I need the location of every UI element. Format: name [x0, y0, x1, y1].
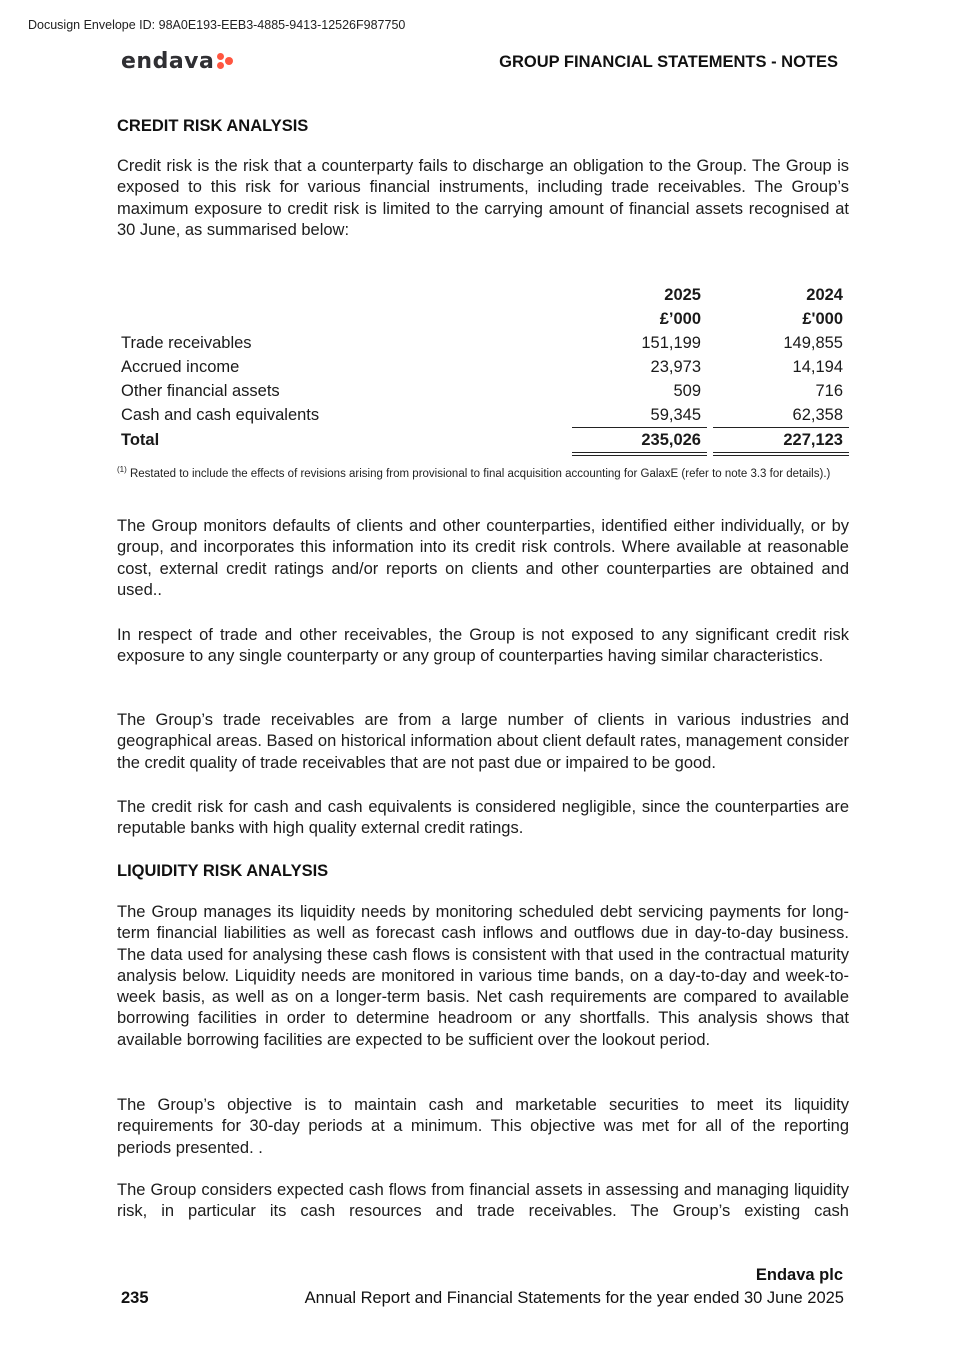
value-2025: 151,199 [641, 333, 701, 352]
value-2024: 149,855 [783, 333, 843, 352]
total-2024: 227,123 [713, 428, 849, 455]
value-2025: 509 [673, 381, 701, 400]
credit-paragraph: The Group monitors defaults of clients and other counterparties, identified either individually, or by group, and incorporates this information into its credit risk controls. Where available at reasonable cost, external credit ratings and/or reports on clients and other counterparties are obtained and used.. [117, 517, 849, 599]
col-unit-2025: £’000 [659, 309, 701, 328]
footer-report-title: Annual Report and Financial Statements for the year ended 30 June 2025 [304, 1289, 844, 1307]
value-2025: 23,973 [650, 357, 701, 376]
page-number: 235 [121, 1289, 149, 1307]
logo-text: endava [121, 48, 215, 74]
row-label: Accrued income [121, 357, 240, 376]
row-label: Other financial assets [121, 381, 280, 400]
value-2024: 716 [815, 381, 843, 400]
total-label: Total [121, 431, 160, 450]
footer-company: Endava plc [755, 1266, 843, 1284]
col-unit-2024: £'000 [802, 309, 843, 328]
credit-risk-heading: CREDIT RISK ANALYSIS [117, 117, 309, 135]
credit-paragraph: The credit risk for cash and cash equivalents is considered negligible, since the counterparties are reputable banks with high quality external credit ratings. [117, 798, 849, 838]
liquidity-paragraph: The Group considers expected cash flows from financial assets in assessing and managing liquidity risk, in particular its cash resources and trade receivables. The Group’s existing cash [117, 1181, 849, 1221]
table-row [117, 403, 849, 428]
credit-risk-intro: Credit risk is the risk that a counterparty fails to discharge an obligation to the Group. The Group is exposed to this risk for various financial instruments, including trade receivables. The Group’s maximum exposure to credit risk is limited to the carrying amount of financial assets recognised at 30 June, as summarised below: [117, 157, 849, 239]
table-footnote [117, 461, 849, 483]
row-label: Trade receivables [121, 333, 252, 352]
table-header-years [117, 283, 849, 307]
table-row [117, 379, 849, 403]
liquidity-risk-heading: LIQUIDITY RISK ANALYSIS [117, 862, 329, 880]
credit-exposure-table [117, 283, 849, 456]
docusign-envelope-id: Docusign Envelope ID: 98A0E193-EEB3-4885-9413-12526F987750 [28, 18, 406, 32]
col-year-2024: 2024 [806, 285, 843, 304]
total-2025: 235,026 [572, 428, 707, 455]
table-header-units [117, 307, 849, 331]
endava-dots-icon [217, 52, 233, 70]
table-total-row [117, 428, 849, 455]
col-year-2025: 2025 [664, 285, 701, 304]
liquidity-paragraph: The Group’s objective is to maintain cash and marketable securities to meet its liquidity requirements for 30-day periods at a minimum. This objective was met for all of the reporting periods presented. . [117, 1096, 849, 1157]
table-row [117, 331, 849, 355]
table-row [117, 355, 849, 379]
endava-logo [121, 48, 233, 74]
liquidity-paragraph: The Group manages its liquidity needs by monitoring scheduled debt servicing payments for long-term financial liabilities as well as forecast cash inflows and outflows due in day-to-day business. The data used for analysing these cash flows is consistent with that used in the contractual maturity analysis below. Liquidity needs are monitored in various time bands, on a day-to-day and week-to-week basis, as well as on a longer-term basis. Net cash requirements are compared to available borrowing facilities in order to determine headroom or any shortfalls. This analysis shows that available borrowing facilities are expected to be sufficient over the lookout period. [117, 903, 849, 1049]
section-title: GROUP FINANCIAL STATEMENTS - NOTES [499, 53, 838, 71]
credit-paragraph: The Group’s trade receivables are from a large number of clients in various industries and geographical areas. Based on historical information about client default rates, management consider the credit quality of trade receivables that are not past due or impaired to be good. [117, 711, 849, 772]
row-label: Cash and cash equivalents [121, 405, 320, 424]
credit-paragraph: In respect of trade and other receivables, the Group is not exposed to any significant credit risk exposure to any single counterparty or any group of counterparties having similar characteristics. [117, 626, 849, 666]
footnote-text: Restated to include the effects of revisions arising from provisional to final acquisition accounting for GalaxE (refer to note 3.3 for details).) [126, 467, 831, 480]
footnote-marker: (1) [117, 465, 127, 474]
value-2024: 62,358 [792, 405, 843, 424]
value-2024: 14,194 [792, 357, 843, 376]
value-2025: 59,345 [650, 405, 701, 424]
